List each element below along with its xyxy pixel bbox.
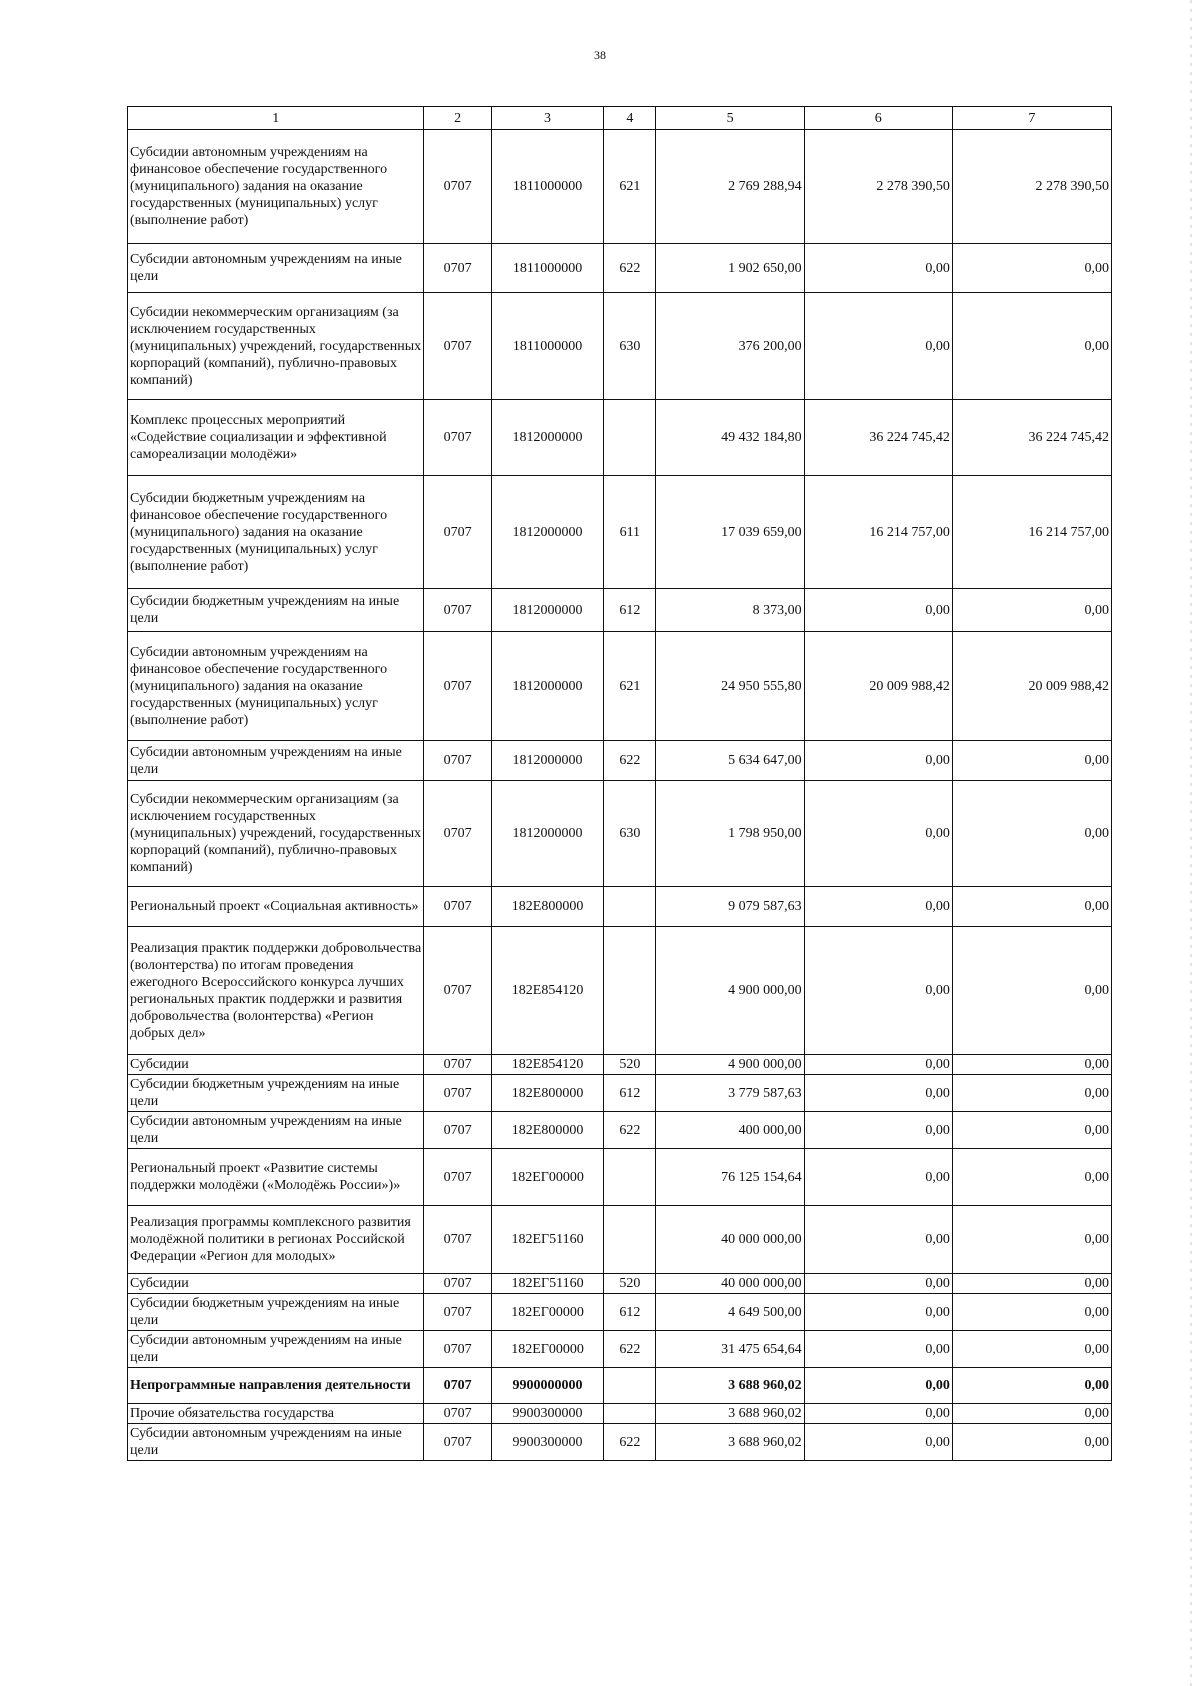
amount-col7: 0,00	[952, 1112, 1111, 1149]
table-row	[128, 1112, 1112, 1149]
table-row	[128, 781, 1112, 887]
amount-col7: 0,00	[952, 244, 1111, 293]
amount-col5: 49 432 184,80	[656, 400, 804, 476]
article-code: 1811000000	[491, 130, 603, 244]
amount-col5: 40 000 000,00	[656, 1274, 804, 1294]
table-header-row	[128, 107, 1112, 130]
row-name: Субсидии	[128, 1055, 424, 1075]
amount-col6: 0,00	[804, 1368, 952, 1404]
amount-col7: 0,00	[952, 887, 1111, 927]
table-row	[128, 293, 1112, 400]
amount-col7: 20 009 988,42	[952, 632, 1111, 741]
section-code: 0707	[424, 244, 492, 293]
amount-col7: 0,00	[952, 741, 1111, 781]
table-row	[128, 887, 1112, 927]
row-name: Субсидии некоммерческим организациям (за исключением государственных (муниципальных) учреждений, государственных корпораций (компаний), публично-правовых компаний)	[128, 293, 424, 400]
amount-col5: 9 079 587,63	[656, 887, 804, 927]
row-name: Субсидии	[128, 1274, 424, 1294]
amount-col7: 0,00	[952, 1149, 1111, 1206]
row-name: Субсидии автономным учреждениям на финансовое обеспечение государственного (муниципального) задания на оказание государственных (муниципальных) услуг (выполнение работ)	[128, 130, 424, 244]
section-code: 0707	[424, 400, 492, 476]
amount-col5: 3 688 960,02	[656, 1404, 804, 1424]
amount-col7: 0,00	[952, 1404, 1111, 1424]
amount-col7: 0,00	[952, 1294, 1111, 1331]
section-code: 0707	[424, 589, 492, 632]
table-row	[128, 400, 1112, 476]
row-name: Субсидии автономным учреждениям на финансовое обеспечение государственного (муниципального) задания на оказание государственных (муниципальных) услуг (выполнение работ)	[128, 632, 424, 741]
section-code: 0707	[424, 1424, 492, 1461]
row-name: Субсидии автономным учреждениям на иные цели	[128, 1331, 424, 1368]
amount-col5: 17 039 659,00	[656, 476, 804, 589]
budget-table	[127, 106, 1112, 1461]
amount-col6: 36 224 745,42	[804, 400, 952, 476]
row-name: Непрограммные направления деятельности	[128, 1368, 424, 1404]
expense-type-code	[604, 887, 656, 927]
table-row	[128, 1274, 1112, 1294]
article-code: 182ЕГ00000	[491, 1331, 603, 1368]
header-col-2: 2	[424, 107, 492, 130]
amount-col6: 0,00	[804, 1404, 952, 1424]
section-code: 0707	[424, 887, 492, 927]
row-name: Реализация практик поддержки добровольчества (волонтерства) по итогам проведения ежегодного Всероссийского конкурса лучших региональных практик поддержки и развития добровольчества (волонтерства) «Регион добрых дел»	[128, 927, 424, 1055]
amount-col6: 16 214 757,00	[804, 476, 952, 589]
amount-col7: 0,00	[952, 1206, 1111, 1274]
amount-col7: 0,00	[952, 1424, 1111, 1461]
table-row	[128, 244, 1112, 293]
amount-col7: 0,00	[952, 1274, 1111, 1294]
expense-type-code	[604, 1368, 656, 1404]
expense-type-code: 612	[604, 589, 656, 632]
section-code: 0707	[424, 1331, 492, 1368]
table-row	[128, 476, 1112, 589]
section-code: 0707	[424, 1404, 492, 1424]
article-code: 1812000000	[491, 400, 603, 476]
amount-col6: 0,00	[804, 1075, 952, 1112]
row-name: Субсидии автономным учреждениям на иные цели	[128, 1424, 424, 1461]
amount-col6: 0,00	[804, 1055, 952, 1075]
article-code: 1811000000	[491, 244, 603, 293]
section-code: 0707	[424, 1368, 492, 1404]
header-col-4: 4	[604, 107, 656, 130]
amount-col6: 0,00	[804, 293, 952, 400]
expense-type-code: 621	[604, 632, 656, 741]
amount-col5: 376 200,00	[656, 293, 804, 400]
amount-col5: 3 688 960,02	[656, 1368, 804, 1404]
expense-type-code: 520	[604, 1274, 656, 1294]
section-code: 0707	[424, 927, 492, 1055]
amount-col5: 400 000,00	[656, 1112, 804, 1149]
amount-col6: 0,00	[804, 244, 952, 293]
table-row	[128, 589, 1112, 632]
header-col-1: 1	[128, 107, 424, 130]
table-row	[128, 1149, 1112, 1206]
article-code: 182Е854120	[491, 927, 603, 1055]
row-name: Региональный проект «Социальная активность»	[128, 887, 424, 927]
row-name: Субсидии некоммерческим организациям (за исключением государственных (муниципальных) учреждений, государственных корпораций (компаний), публично-правовых компаний)	[128, 781, 424, 887]
article-code: 1812000000	[491, 632, 603, 741]
expense-type-code	[604, 1404, 656, 1424]
expense-type-code: 630	[604, 781, 656, 887]
row-name: Субсидии бюджетным учреждениям на иные цели	[128, 1075, 424, 1112]
table-row	[128, 741, 1112, 781]
article-code: 9900300000	[491, 1404, 603, 1424]
row-name: Комплекс процессных мероприятий «Содействие социализации и эффективной самореализации молодёжи»	[128, 400, 424, 476]
article-code: 9900300000	[491, 1424, 603, 1461]
expense-type-code: 622	[604, 1112, 656, 1149]
amount-col7: 0,00	[952, 927, 1111, 1055]
amount-col6: 0,00	[804, 1294, 952, 1331]
section-code: 0707	[424, 1075, 492, 1112]
row-name: Субсидии бюджетным учреждениям на финансовое обеспечение государственного (муниципального) задания на оказание государственных (муниципальных) услуг (выполнение работ)	[128, 476, 424, 589]
amount-col7: 0,00	[952, 781, 1111, 887]
article-code: 1812000000	[491, 741, 603, 781]
amount-col7: 0,00	[952, 589, 1111, 632]
expense-type-code: 520	[604, 1055, 656, 1075]
row-name: Субсидии бюджетным учреждениям на иные цели	[128, 589, 424, 632]
amount-col5: 3 688 960,02	[656, 1424, 804, 1461]
amount-col6: 0,00	[804, 1331, 952, 1368]
row-name: Реализация программы комплексного развития молодёжной политики в регионах Российской Федерации «Регион для молодых»	[128, 1206, 424, 1274]
amount-col5: 76 125 154,64	[656, 1149, 804, 1206]
amount-col5: 4 900 000,00	[656, 1055, 804, 1075]
amount-col7: 2 278 390,50	[952, 130, 1111, 244]
article-code: 182Е800000	[491, 1075, 603, 1112]
row-name: Прочие обязательства государства	[128, 1404, 424, 1424]
amount-col5: 31 475 654,64	[656, 1331, 804, 1368]
amount-col6: 0,00	[804, 1149, 952, 1206]
section-code: 0707	[424, 632, 492, 741]
section-code: 0707	[424, 1294, 492, 1331]
amount-col7: 0,00	[952, 1368, 1111, 1404]
section-code: 0707	[424, 1149, 492, 1206]
expense-type-code: 622	[604, 244, 656, 293]
row-name: Субсидии бюджетным учреждениям на иные цели	[128, 1294, 424, 1331]
header-col-5: 5	[656, 107, 804, 130]
header-col-7: 7	[952, 107, 1111, 130]
row-name: Региональный проект «Развитие системы поддержки молодёжи («Молодёжь России»)»	[128, 1149, 424, 1206]
row-name: Субсидии автономным учреждениям на иные цели	[128, 741, 424, 781]
section-code: 0707	[424, 741, 492, 781]
amount-col6: 0,00	[804, 1112, 952, 1149]
table-row	[128, 927, 1112, 1055]
section-code: 0707	[424, 1206, 492, 1274]
table-row	[128, 1368, 1112, 1404]
amount-col5: 5 634 647,00	[656, 741, 804, 781]
table-row	[128, 1055, 1112, 1075]
page-number: 38	[594, 48, 606, 62]
section-code: 0707	[424, 1274, 492, 1294]
table-row	[128, 1331, 1112, 1368]
amount-col5: 1 798 950,00	[656, 781, 804, 887]
expense-type-code: 612	[604, 1294, 656, 1331]
expense-type-code	[604, 927, 656, 1055]
amount-col6: 0,00	[804, 781, 952, 887]
amount-col5: 8 373,00	[656, 589, 804, 632]
amount-col5: 24 950 555,80	[656, 632, 804, 741]
header-col-6: 6	[804, 107, 952, 130]
amount-col6: 20 009 988,42	[804, 632, 952, 741]
section-code: 0707	[424, 781, 492, 887]
expense-type-code	[604, 1149, 656, 1206]
article-code: 1812000000	[491, 476, 603, 589]
article-code: 182ЕГ51160	[491, 1274, 603, 1294]
expense-type-code: 612	[604, 1075, 656, 1112]
table-row	[128, 1075, 1112, 1112]
expense-type-code	[604, 1206, 656, 1274]
section-code: 0707	[424, 1112, 492, 1149]
article-code: 1812000000	[491, 589, 603, 632]
expense-type-code: 622	[604, 1331, 656, 1368]
section-code: 0707	[424, 130, 492, 244]
expense-type-code: 630	[604, 293, 656, 400]
expense-type-code: 621	[604, 130, 656, 244]
amount-col5: 1 902 650,00	[656, 244, 804, 293]
budget-table-body	[128, 107, 1112, 1461]
amount-col7: 36 224 745,42	[952, 400, 1111, 476]
expense-type-code: 622	[604, 1424, 656, 1461]
article-code: 182Е854120	[491, 1055, 603, 1075]
article-code: 182Е800000	[491, 1112, 603, 1149]
table-row	[128, 632, 1112, 741]
amount-col5: 4 900 000,00	[656, 927, 804, 1055]
amount-col6: 0,00	[804, 741, 952, 781]
article-code: 182ЕГ00000	[491, 1149, 603, 1206]
amount-col6: 0,00	[804, 887, 952, 927]
amount-col5: 4 649 500,00	[656, 1294, 804, 1331]
amount-col5: 40 000 000,00	[656, 1206, 804, 1274]
amount-col6: 0,00	[804, 589, 952, 632]
amount-col6: 0,00	[804, 927, 952, 1055]
amount-col5: 2 769 288,94	[656, 130, 804, 244]
article-code: 182Е800000	[491, 887, 603, 927]
article-code: 182ЕГ00000	[491, 1294, 603, 1331]
section-code: 0707	[424, 1055, 492, 1075]
amount-col6: 0,00	[804, 1274, 952, 1294]
article-code: 1812000000	[491, 781, 603, 887]
article-code: 1811000000	[491, 293, 603, 400]
amount-col6: 2 278 390,50	[804, 130, 952, 244]
amount-col7: 0,00	[952, 1075, 1111, 1112]
expense-type-code: 611	[604, 476, 656, 589]
expense-type-code	[604, 400, 656, 476]
table-row	[128, 1404, 1112, 1424]
table-row	[128, 1294, 1112, 1331]
table-row	[128, 1206, 1112, 1274]
article-code: 9900000000	[491, 1368, 603, 1404]
amount-col7: 0,00	[952, 1331, 1111, 1368]
row-name: Субсидии автономным учреждениям на иные цели	[128, 244, 424, 293]
header-col-3: 3	[491, 107, 603, 130]
amount-col6: 0,00	[804, 1424, 952, 1461]
section-code: 0707	[424, 293, 492, 400]
table-row	[128, 1424, 1112, 1461]
amount-col7: 16 214 757,00	[952, 476, 1111, 589]
amount-col7: 0,00	[952, 1055, 1111, 1075]
scan-edge-artifact	[1190, 0, 1192, 1686]
expense-type-code: 622	[604, 741, 656, 781]
row-name: Субсидии автономным учреждениям на иные цели	[128, 1112, 424, 1149]
amount-col7: 0,00	[952, 293, 1111, 400]
section-code: 0707	[424, 476, 492, 589]
amount-col5: 3 779 587,63	[656, 1075, 804, 1112]
amount-col6: 0,00	[804, 1206, 952, 1274]
table-row	[128, 130, 1112, 244]
article-code: 182ЕГ51160	[491, 1206, 603, 1274]
